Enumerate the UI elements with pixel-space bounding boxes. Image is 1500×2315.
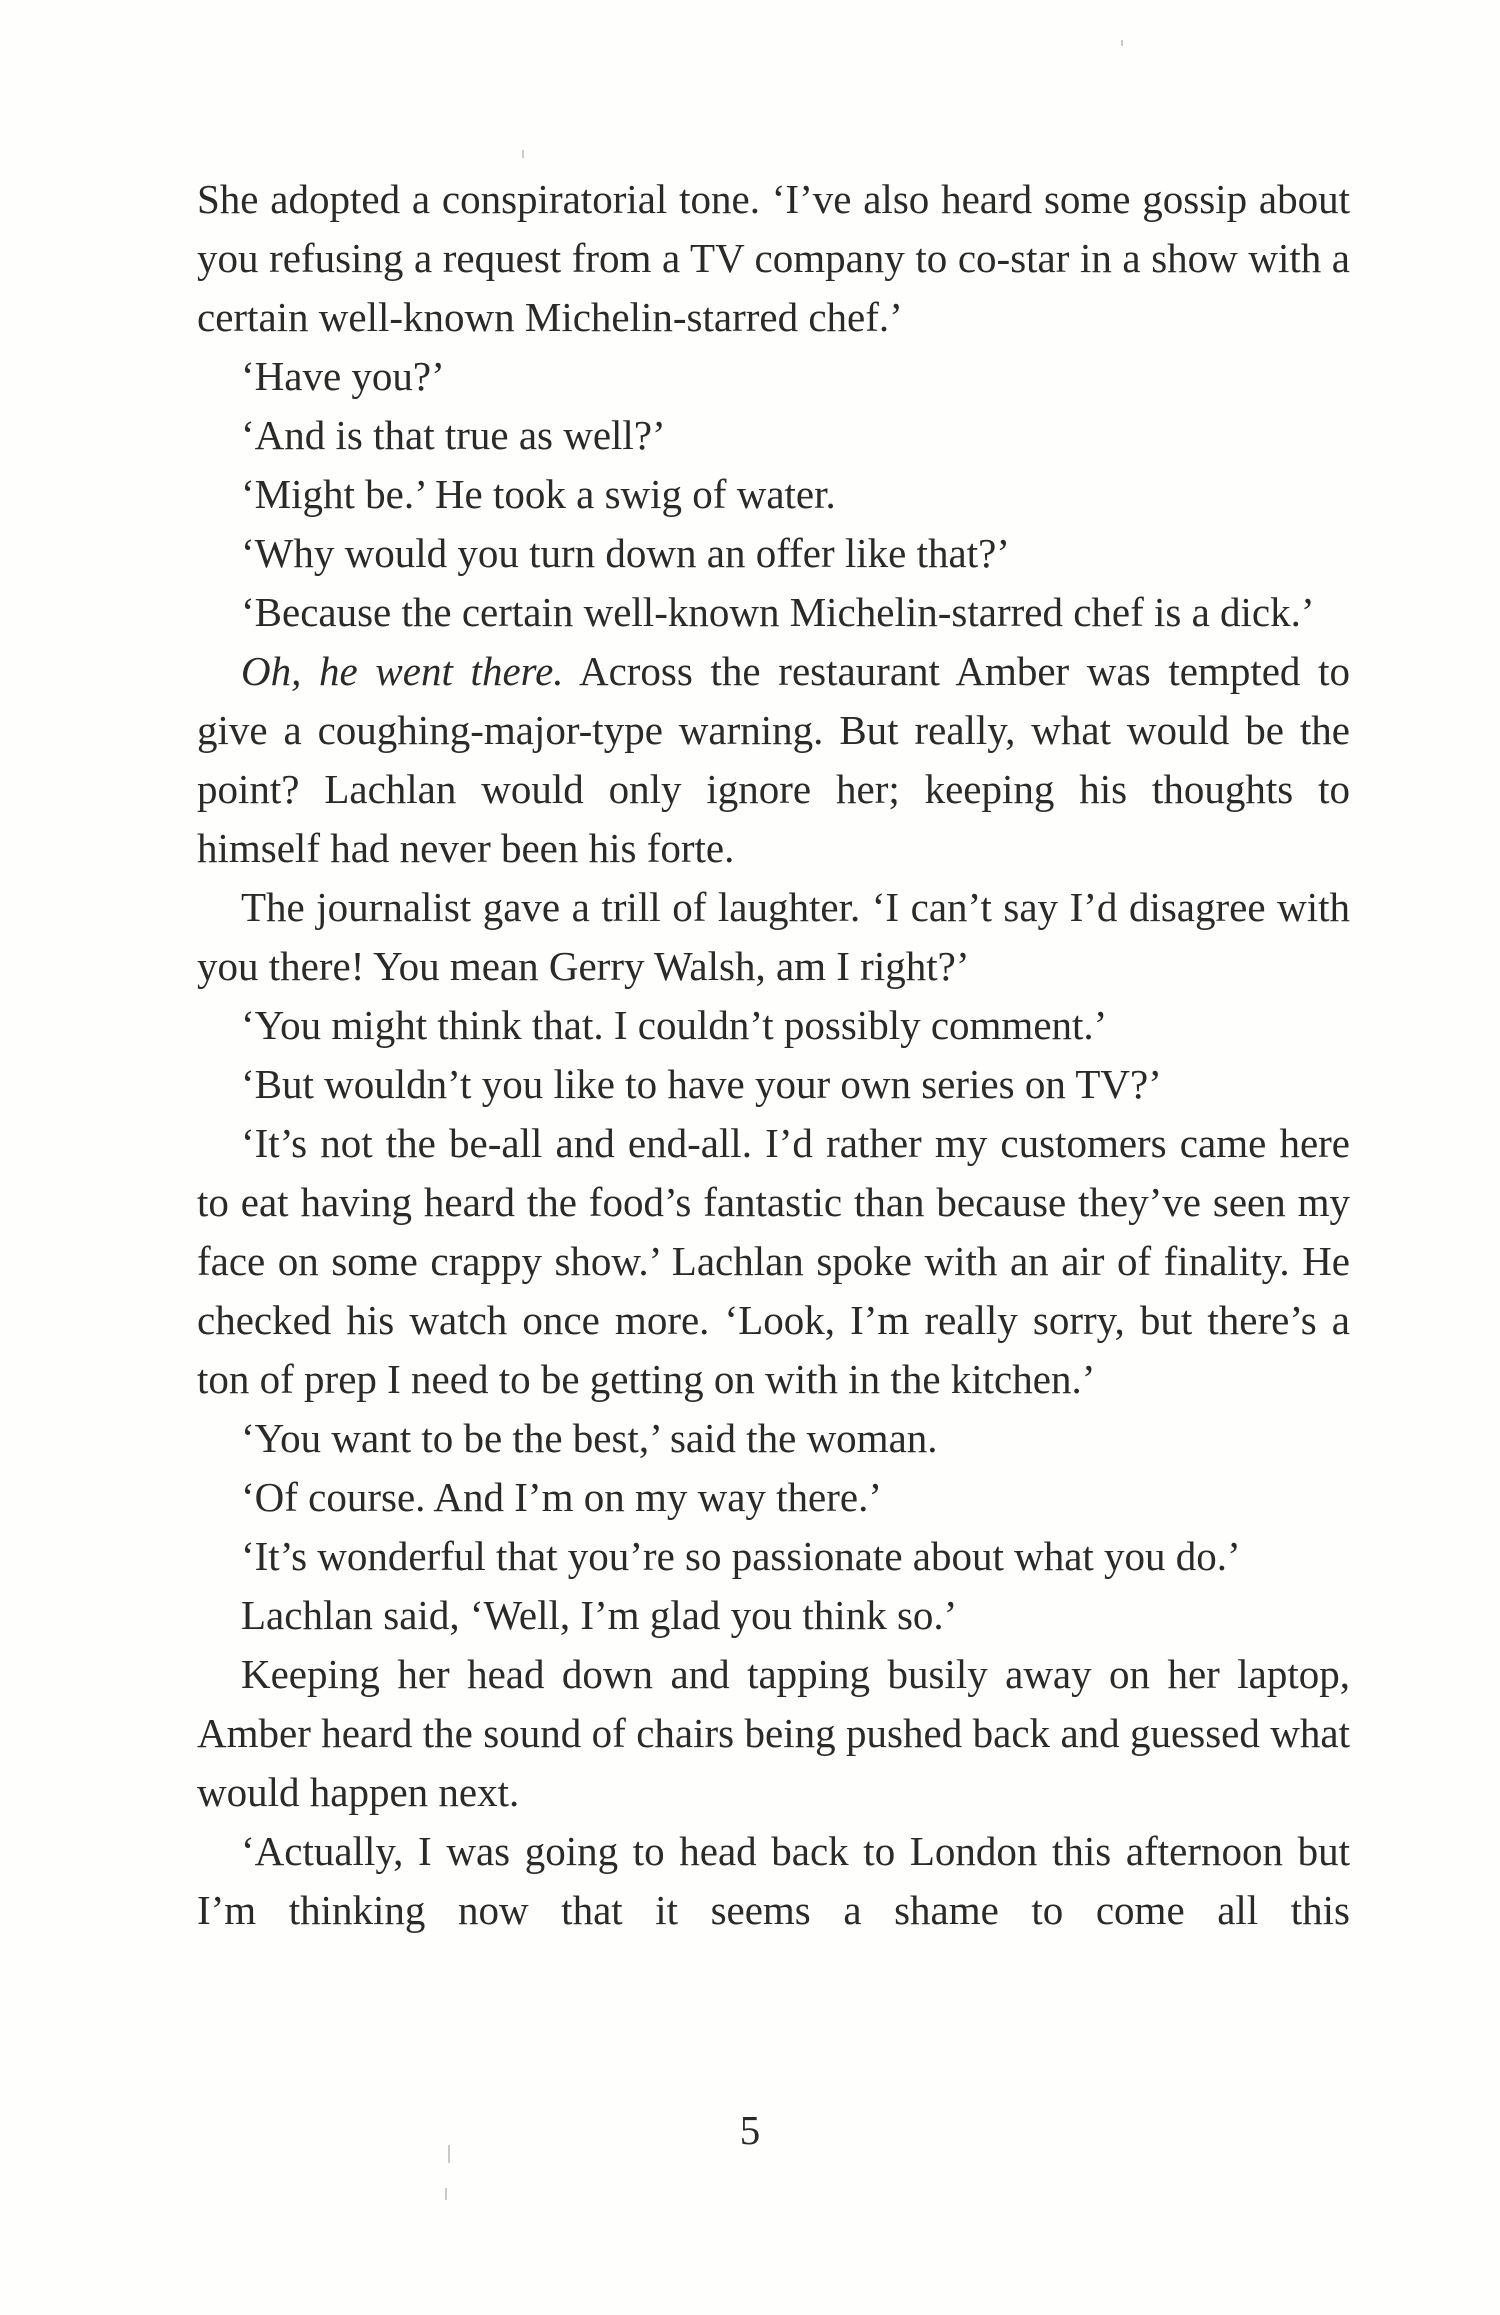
paragraph: ‘Have you?’ bbox=[241, 353, 445, 399]
paragraph: ‘And is that true as well?’ bbox=[241, 412, 666, 458]
paragraph: ‘Why would you turn down an offer like that?’ bbox=[241, 530, 1010, 576]
italic-phrase: Oh, he went there. bbox=[241, 648, 564, 694]
paragraph: Keeping her head down and tapping busily away on her laptop, Amber heard the sound of chairs being pushed back and guessed what would happen next. bbox=[197, 1651, 1350, 1815]
paragraph: ‘You might think that. I couldn’t possibly comment.’ bbox=[241, 1002, 1108, 1048]
page-number: 5 bbox=[739, 2107, 761, 2153]
paragraph: ‘It’s wonderful that you’re so passionate about what you do.’ bbox=[241, 1533, 1241, 1579]
paragraph: ‘Actually, I was going to head back to London this afternoon but I’m thinking now that it seems a shame to come all this bbox=[197, 1828, 1350, 1933]
paragraph: Lachlan said, ‘Well, I’m glad you think so.’ bbox=[241, 1592, 958, 1638]
paragraph: ‘Of course. And I’m on my way there.’ bbox=[241, 1474, 883, 1520]
paragraph: ‘Because the certain well-known Michelin-starred chef is a dick.’ bbox=[241, 589, 1315, 635]
scan-speck bbox=[445, 2188, 447, 2200]
scan-speck bbox=[522, 150, 524, 158]
paragraph: She adopted a conspiratorial tone. ‘I’ve also heard some gossip about you refusing a request from a TV company to co-star in a show with a certain well-known Michelin-starred chef.’ bbox=[197, 176, 1350, 340]
paragraph: Oh, he went there. Across the restaurant Amber was tempted to give a coughing-major-type warning. But really, what would be the point? Lachlan would only ignore her; keeping his thoughts to himself had never been his forte. bbox=[197, 648, 1350, 871]
paragraph: ‘Might be.’ He took a swig of water. bbox=[241, 471, 836, 517]
paragraph: ‘It’s not the be-all and end-all. I’d rather my customers came here to eat having heard the food’s fantastic than because they’ve seen my face on some crappy show.’ Lachlan spoke with an air of finality. He checked his watch once more. ‘Look, I’m really sorry, but there’s a ton of prep I need to be getting on with in the kitchen.’ bbox=[197, 1120, 1350, 1402]
body-text bbox=[197, 170, 1350, 1940]
paragraph: ‘But wouldn’t you like to have your own series on TV?’ bbox=[241, 1061, 1162, 1107]
paragraph: The journalist gave a trill of laughter. ‘I can’t say I’d disagree with you there! You mean Gerry Walsh, am I right?’ bbox=[197, 884, 1350, 989]
scan-speck bbox=[1121, 40, 1123, 46]
paragraph: ‘You want to be the best,’ said the woman. bbox=[241, 1415, 938, 1461]
